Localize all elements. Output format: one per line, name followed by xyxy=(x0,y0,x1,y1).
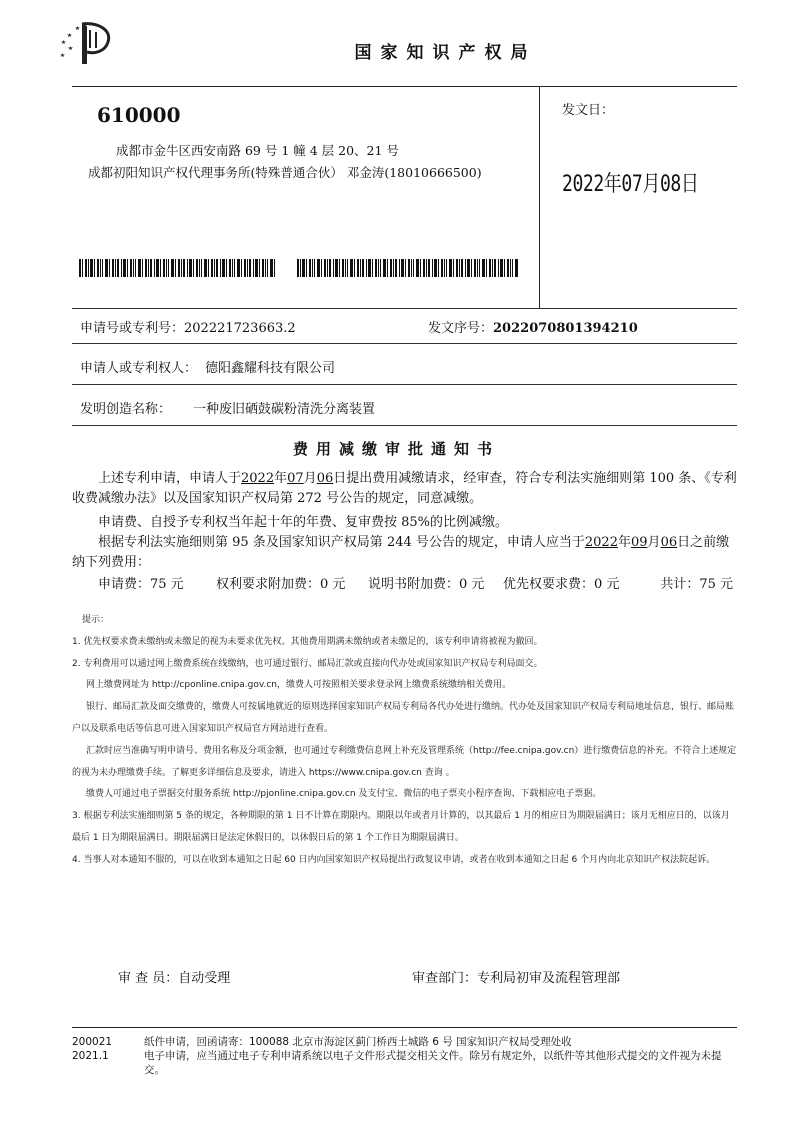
issue-date-label: 发文日： xyxy=(562,103,615,118)
p3-day: 06 xyxy=(660,535,678,550)
notice-title: 费用减缴审批通知书 xyxy=(292,440,500,458)
serial-number-row xyxy=(428,317,638,336)
issue-date-block xyxy=(539,86,737,308)
p3-year: 2022 xyxy=(584,535,618,550)
address-line-2: 成都初阳知识产权代理事务所(特殊普通合伙） 邓金涛(18010666500) xyxy=(88,165,482,180)
footer-line-1: 纸件申请，回函请寄：100088 北京市海淀区蓟门桥西土城路 6 号 国家知识产权局受理处收 xyxy=(144,1036,572,1048)
divider xyxy=(72,425,737,426)
tip-2: 2. 专利费用可以通过网上缴费系统在线缴纳，也可通过银行、邮局汇款或直接向代办处或国家知识产权局专利局面交。 xyxy=(72,658,543,669)
agency-name: 国家知识产权局 xyxy=(354,43,537,63)
p3-text-b: 日之前缴纳下列费用： xyxy=(72,535,730,570)
p1-day: 06 xyxy=(316,471,334,486)
p1-month-suffix: 月 xyxy=(303,471,317,486)
fee-application: 申请费：75 元 xyxy=(98,577,184,592)
serial-label: 发文序号： xyxy=(428,321,494,336)
applicant-value: 德阳鑫耀科技有限公司 xyxy=(205,361,336,376)
serial-value: 2022070801394210 xyxy=(493,321,638,336)
tip-2b: 银行、邮局汇款及面交缴费的，缴费人可按属地就近的原则选择国家知识产权局专利局各代办处进行缴纳。代办处及国家知识产权局专利局地址信息，银行、邮局账户以及联系电话等信息可进入国家知识产权局官方网站进行查看。 xyxy=(72,702,735,734)
department: 审查部门：专利局初审及流程管理部 xyxy=(412,971,621,986)
p1-month: 07 xyxy=(287,471,304,486)
postcode: 610000 xyxy=(97,103,181,127)
app-no-value: 202221723663.2 xyxy=(184,321,296,336)
notice-paragraph-3 xyxy=(72,533,737,573)
p1-text-a: 上述专利申请，申请人于 xyxy=(98,471,242,486)
address-line-1: 成都市金牛区西安南路 69 号 1 幢 4 层 20、21 号 xyxy=(116,143,399,158)
invention-label: 发明创造名称： xyxy=(80,402,172,417)
app-no-label: 申请号或专利号： xyxy=(80,321,185,336)
fee-total: 共计：75 元 xyxy=(660,577,733,592)
p1-text-b: 日提出费用减缴请求，经审查，符合专利法实施细则第 100 条、《专利收费减缴办法》以及国家知识产权局第 272 号公告的规定，同意减缴。 xyxy=(72,471,737,506)
issue-date-value: 2022年07月08日 xyxy=(562,172,699,197)
notice-paragraph-1 xyxy=(72,469,737,509)
examiner: 审 查 员：自动受理 xyxy=(118,971,231,986)
tip-4: 4. 当事人对本通知不服的，可以在收到本通知之日起 60 日内向国家知识产权局提出行政复议申请，或者在收到本通知之日起 6 个月内向北京知识产权法院起诉。 xyxy=(72,854,716,865)
p3-month-suffix: 月 xyxy=(647,535,661,550)
fee-priority: 优先权要求费：0 元 xyxy=(503,577,620,592)
tips-heading: 提示： xyxy=(82,615,110,625)
p1-year: 2022 xyxy=(241,471,275,486)
form-code: 200021 xyxy=(72,1036,113,1048)
footer-divider xyxy=(72,1027,737,1028)
applicant-row xyxy=(80,357,335,376)
p3-year-suffix: 年 xyxy=(617,535,631,550)
barcode-2 xyxy=(297,259,519,277)
tip-1: 1. 优先权要求费未缴纳或未缴足的视为未要求优先权。其他费用期满未缴纳或者未缴足的，该专利申请将被视为撤回。 xyxy=(72,636,543,647)
p3-text-a: 根据专利法实施细则第 95 条及国家知识产权局第 244 号公告的规定，申请人应当于 xyxy=(98,535,585,550)
tip-2d: 缴费人可通过电子票据交付服务系统 http://pjonline.cnipa.gov.cn 及支付宝、微信的电子票夹小程序查询、下载相应电子票据。 xyxy=(86,789,602,800)
recipient-block xyxy=(72,86,539,308)
tip-3: 3. 根据专利法实施细则第 5 条的规定，各种期限的第 1 日不计算在期限内。期限以年或者月计算的，以其最后 1 月的相应日为期限届满日；该月无相应日的，以该月最后 1 日为期限届满日。期限届满日是法定休假日的，以休假日后的第 1 个工作日为期限届满日。 xyxy=(72,811,730,843)
applicant-label: 申请人或专利权人： xyxy=(80,361,198,376)
tip-2c: 汇款时应当准确写明申请号、费用名称及分项金额，也可通过专利缴费信息网上补充及管理系统（http://fee.cnipa.gov.cn）进行缴费信息的补充。不符合上述规定的视为未办理缴费手续。了解更多详细信息及要求，请进入 https://www.cnipa.gov.cn 查询 。 xyxy=(72,745,737,778)
fee-claims: 权利要求附加费：0 元 xyxy=(216,577,346,592)
fee-description: 说明书附加费：0 元 xyxy=(368,577,485,592)
footer-line-2: 电子申请，应当通过电子专利申请系统以电子文件形式提交相关文件。除另有规定外，以纸件等其他形式提交的文件视为未提交。 xyxy=(144,1050,722,1076)
form-version: 2021.1 xyxy=(72,1050,109,1062)
application-number-row xyxy=(80,317,296,336)
invention-row xyxy=(80,398,375,417)
barcode-1 xyxy=(79,259,275,277)
p3-month: 09 xyxy=(631,535,648,550)
tips-block xyxy=(72,610,737,872)
invention-value: 一种废旧硒鼓碳粉清洗分离装置 xyxy=(193,402,376,417)
fee-line xyxy=(72,575,737,595)
divider xyxy=(72,343,737,344)
divider xyxy=(72,308,737,309)
notice-paragraph-2: 申请费、自授予专利权当年起十年的年费、复审费按 85%的比例减缴。 xyxy=(98,515,509,530)
tip-2a: 网上缴费网址为 http://cponline.cnipa.gov.cn，缴费人可按照相关要求登录网上缴费系统缴纳相关费用。 xyxy=(86,680,512,691)
divider xyxy=(72,384,737,385)
p1-year-suffix: 年 xyxy=(274,471,288,486)
